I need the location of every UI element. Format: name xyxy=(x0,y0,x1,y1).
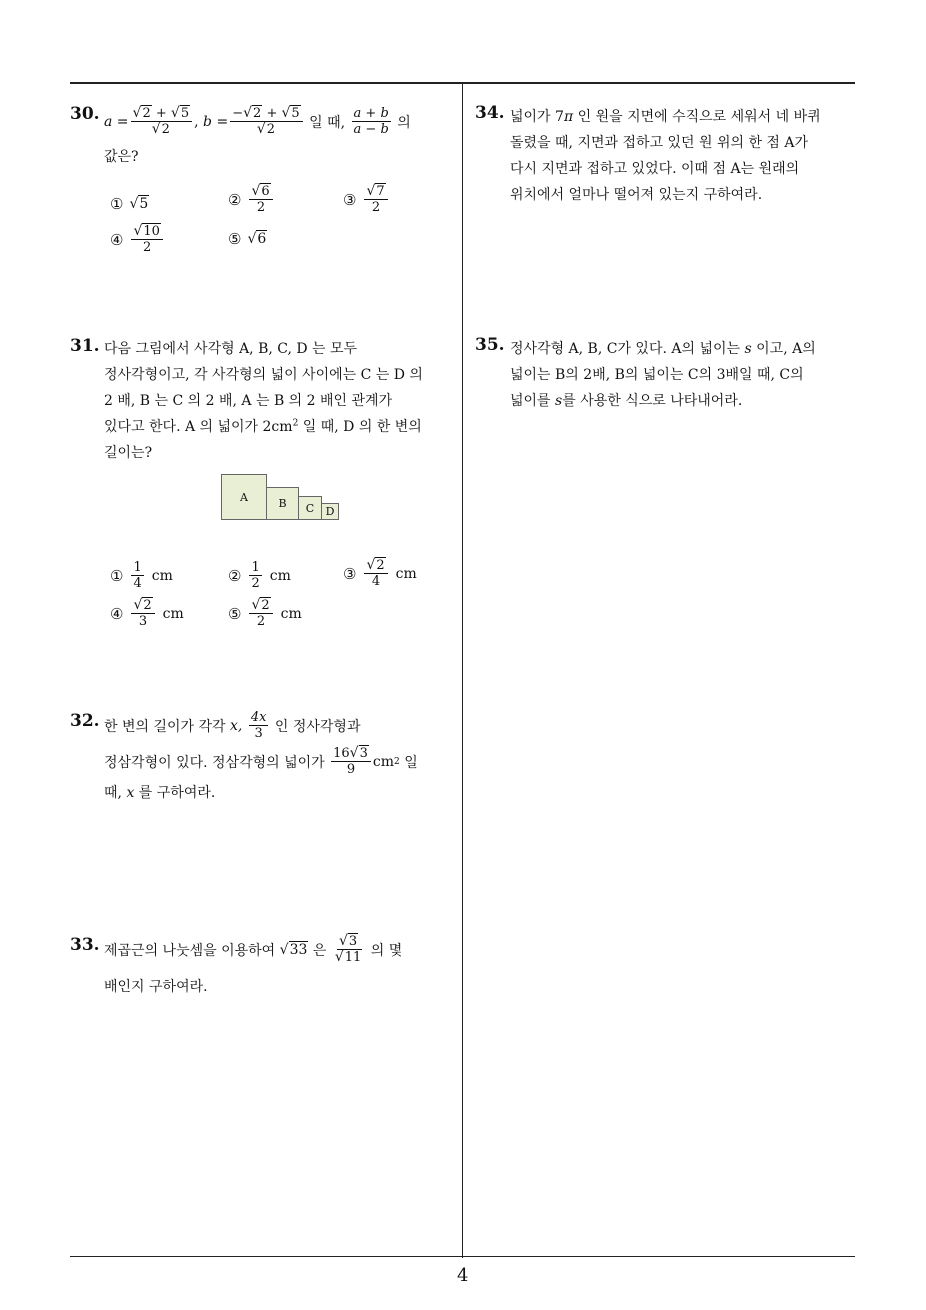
stem-line: 배인지 구하여라. xyxy=(104,979,208,995)
square-d: D xyxy=(321,503,339,520)
stem-line: 돌렸을 때, 지면과 접하고 있던 원 위의 한 점 A가 xyxy=(510,135,809,151)
stem-line: 한 변의 길이가 각각 x, $\frac{4x}{3}$ 인 정사각형과 xyxy=(104,710,361,741)
stem-line: 다시 지면과 접하고 있었다. 이때 점 A는 원래의 xyxy=(510,161,800,177)
square-a: A xyxy=(221,474,267,520)
question-number: 35. xyxy=(475,335,505,355)
question-number: 30. xyxy=(70,104,100,124)
stem-line: 정삼각형이 있다. 정삼각형의 넓이가 $\frac{16√3}{9}$ cm 2 일 xyxy=(104,745,418,777)
choice-4[interactable]: ④ $\frac{√2}{3}$ cm xyxy=(110,597,184,629)
stem-line: 정사각형 A, B, C가 있다. A의 넓이는 s 이고, A의 xyxy=(510,341,816,357)
choice-1[interactable]: ① $\frac{1}{4}$ cm xyxy=(110,560,173,591)
fraction-b: $\frac{-√2 + √5}{√2}$ xyxy=(230,106,303,137)
stem-line: 길이는? xyxy=(104,445,153,461)
b-equals: b = xyxy=(203,113,229,130)
stem-line: 때, x 를 구하여라. xyxy=(104,785,216,801)
stem-line: 넓이가 7π 인 원을 지면에 수직으로 세워서 네 바퀴 xyxy=(510,109,821,125)
column-divider xyxy=(462,83,463,1258)
square-c: C xyxy=(298,496,322,520)
stem-line: 넓이를 s를 사용한 식으로 나타내어라. xyxy=(510,393,743,409)
square-b: B xyxy=(266,487,299,520)
stem-line: 정사각형이고, 각 사각형의 넓이 사이에는 C 는 D 의 xyxy=(104,367,423,383)
question-30-stem: a = $\frac{√2 + √5}{√2}$ , b = $\frac{-√2 + √5}{√2}$ 일 때, $\frac{a + b}{a - b}$ 의 xyxy=(104,105,411,137)
choice-5[interactable]: ⑤ $\frac{√2}{2}$ cm xyxy=(228,597,302,629)
expression-fraction: $\frac{a + b}{a - b}$ xyxy=(353,106,389,137)
question-number: 34. xyxy=(475,103,505,123)
choice-3[interactable]: ③ $\frac{√7}{2}$ xyxy=(343,184,390,215)
stem-line: 있다고 한다. A 의 넓이가 $2cm^2$ 일 때, D 의 한 변의 xyxy=(104,418,422,435)
choice-2[interactable]: ② $\frac{1}{2}$ cm xyxy=(228,560,291,591)
choice-1[interactable]: ① √5 xyxy=(110,195,149,213)
question-30-line2: 값은? xyxy=(104,149,139,165)
page-number: 4 xyxy=(457,1265,469,1286)
choice-4[interactable]: ④ $\frac{√10}{2}$ xyxy=(110,224,165,255)
bottom-rule xyxy=(70,1256,855,1257)
choice-5[interactable]: ⑤ √6 xyxy=(228,230,267,248)
choice-3[interactable]: ③ $\frac{√2}{4}$ cm xyxy=(343,557,417,589)
stem-line: 제곱근의 나눗셈을 이용하여 √33 은 $\frac{√3}{√11}$ 의 몇 xyxy=(104,933,403,965)
stem-line: 2 배, B 는 C 의 2 배, A 는 B 의 2 배인 관계가 xyxy=(104,393,393,409)
fraction-a: $\frac{√2 + √5}{√2}$ xyxy=(131,106,193,137)
stem-line: 다음 그림에서 사각형 A, B, C, D 는 모두 xyxy=(104,341,358,357)
question-number: 32. xyxy=(70,711,100,731)
choice-2[interactable]: ② $\frac{√6}{2}$ xyxy=(228,184,275,215)
stem-line: 넓이는 B의 2배, B의 넓이는 C의 3배일 때, C의 xyxy=(510,367,804,383)
question-number: 31. xyxy=(70,336,100,356)
question-number: 33. xyxy=(70,935,100,955)
a-equals: a = xyxy=(104,113,129,130)
stem-line: 위치에서 얼마나 떨어져 있는지 구하여라. xyxy=(510,187,763,203)
